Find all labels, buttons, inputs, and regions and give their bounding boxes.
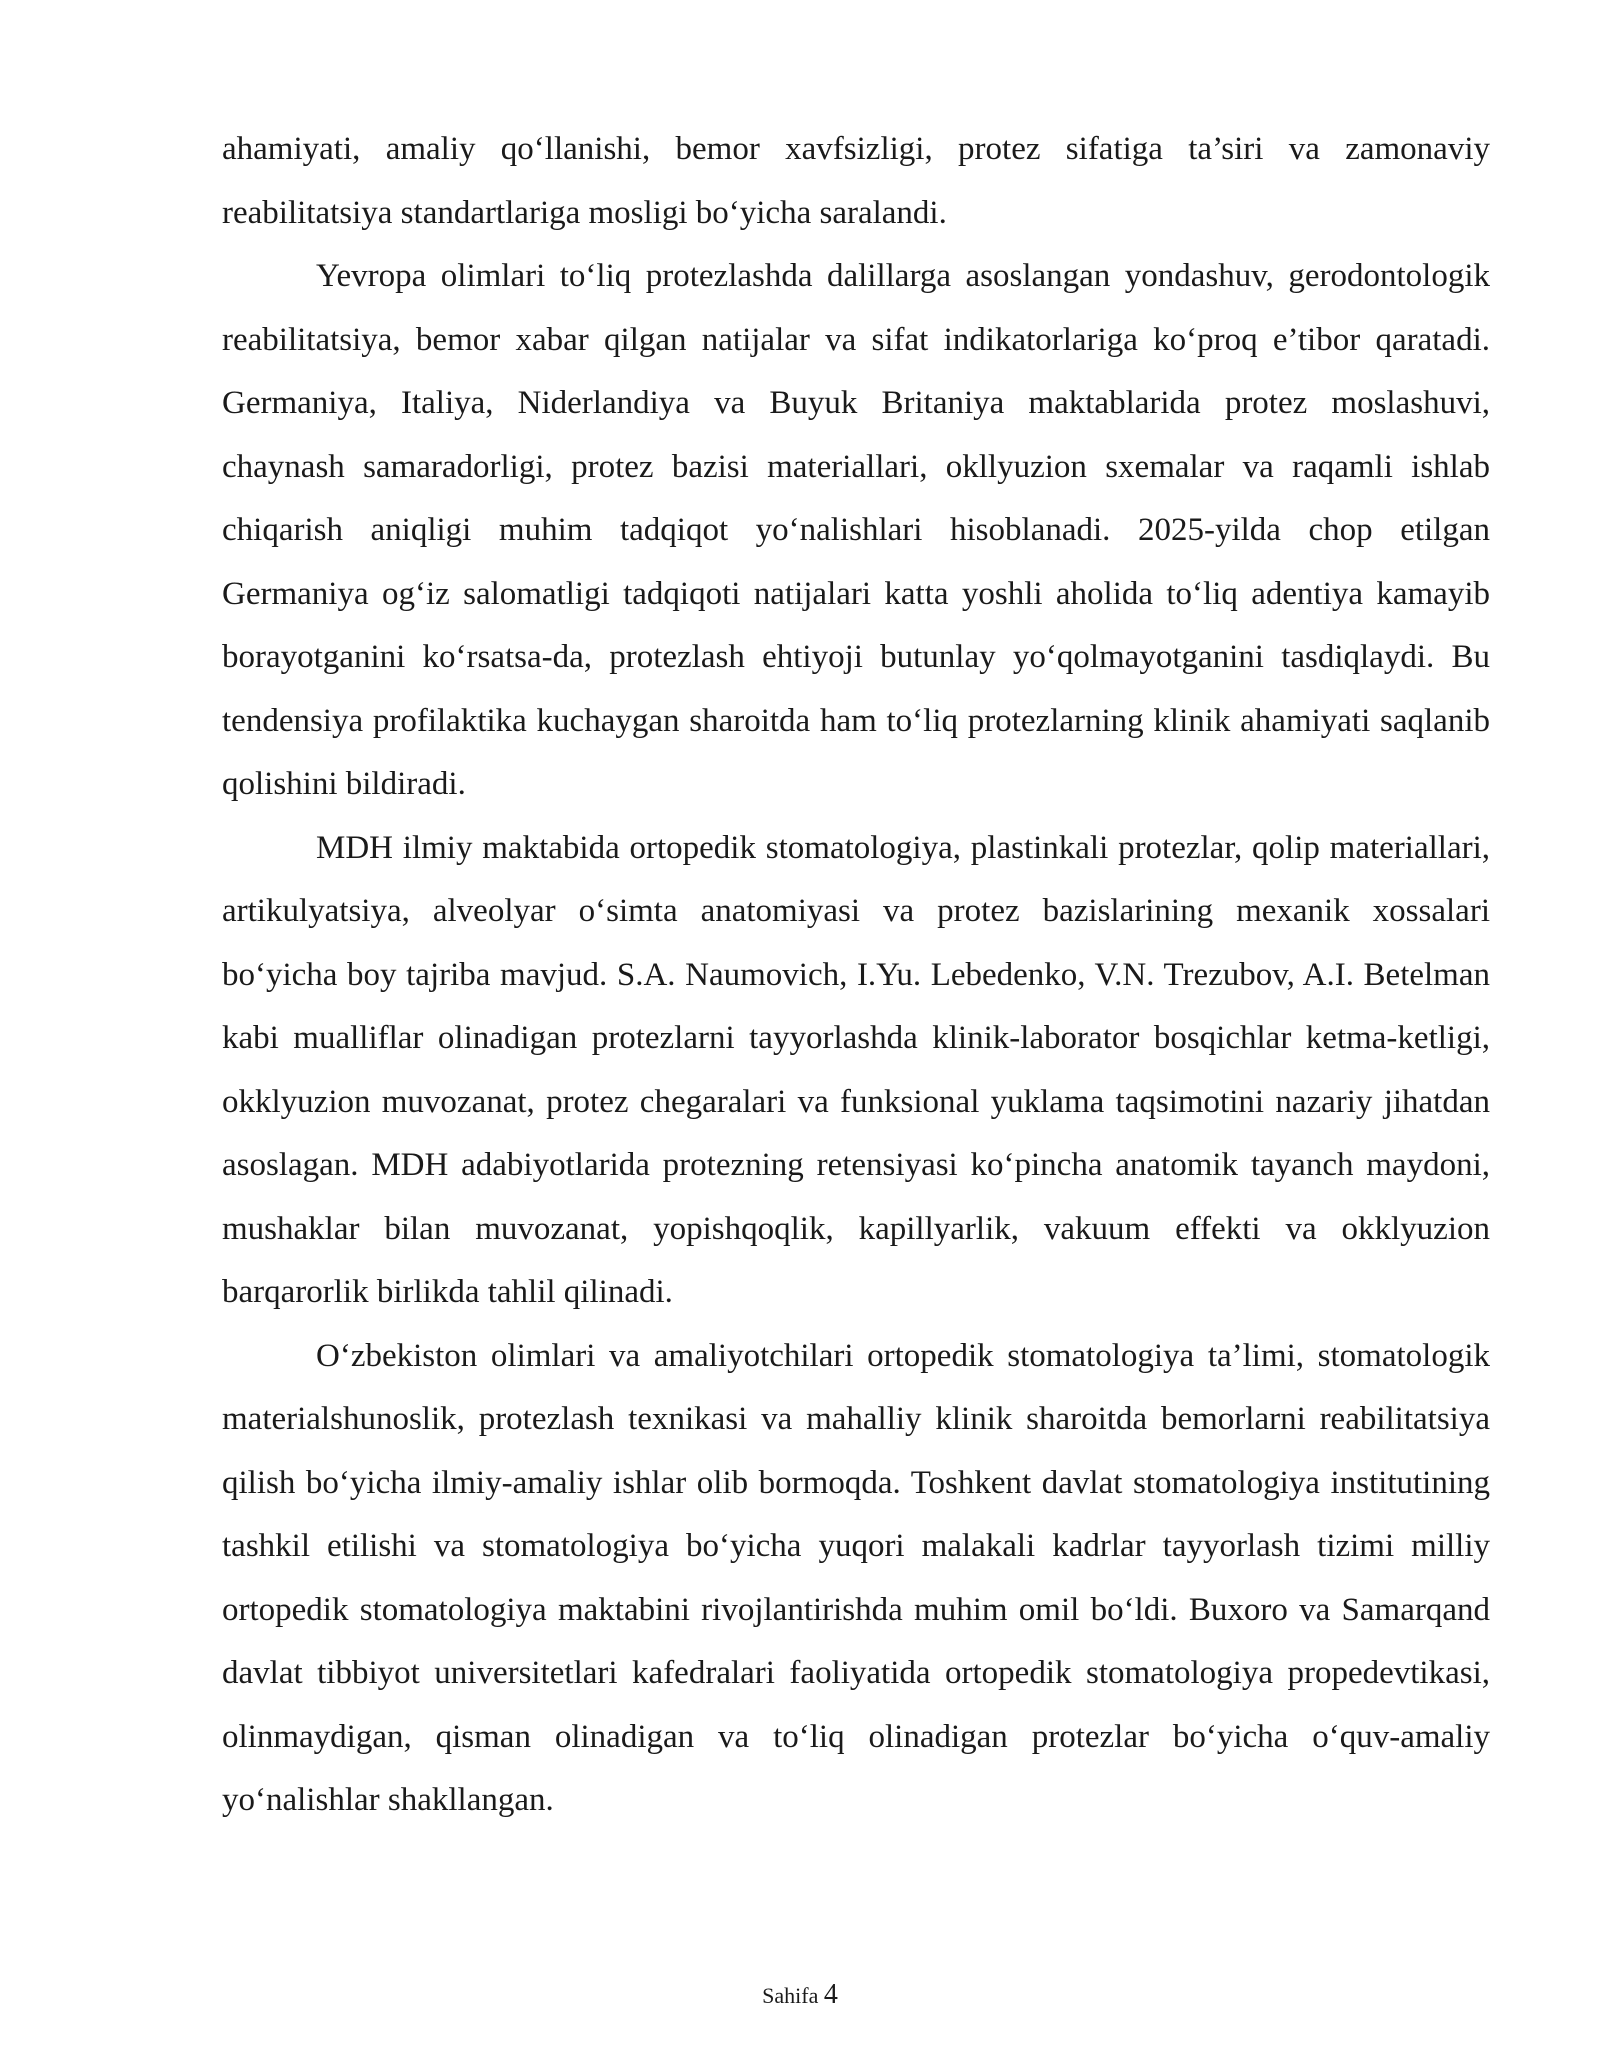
paragraph-continuation: ahamiyati, amaliy qo‘llanishi, bemor xavfsizligi, protez sifatiga ta’siri va zamonaviy reabilitatsiya standartlariga mosligi bo‘yicha saralandi. [222, 131, 1490, 231]
page-number: 4 [823, 1979, 838, 2010]
page-footer [0, 1980, 1600, 2011]
paragraph-european-scholars: Yevropa olimlari to‘liq protezlashda dalillarga asoslangan yondashuv, gerodontologik reabilitatsiya, bemor xabar qilgan natijalar va sifat indikatorlariga ko‘proq e’tibor qaratadi. Germaniya, Italiya, Niderlandiya va Buyuk Britaniya maktablarida protez moslashuvi, chaynash samaradorligi, protez bazisi materiallari, okllyuzion sxemalar va raqamli ishlab chiqarish aniqligi muhim tadqiqot yo‘nalishlari hisoblanadi. 2025-yilda chop etilgan Germaniya og‘iz salomatligi tadqiqoti natijalari katta yoshli aholida to‘liq adentiya kamayib borayotganini ko‘rsatsa-da, protezlash ehtiyoji butunlay yo‘qolmayotganini tasdiqlaydi. Bu tendensiya profilaktika kuchaygan sharoitda ham to‘liq protezlarning klinik ahamiyati saqlanib qolishini bildiradi. [222, 258, 1490, 802]
body-text [222, 118, 1490, 1833]
paragraph-cis-school: MDH ilmiy maktabida ortopedik stomatologiya, plastinkali protezlar, qolip materiallari, artikulyatsiya, alveolyar o‘simta anatomiyasi va protez bazislarining mexanik xossalari bo‘yicha boy tajriba mavjud. S.A. Naumovich, I.Yu. Lebedenko, V.N. Trezubov, A.I. Betelman kabi mualliflar olinadigan protezlarni tayyorlashda klinik-laborator bosqichlar ketma-ketligi, okklyuzion muvozanat, protez chegaralari va funksional yuklama taqsimotini nazariy jihatdan asoslagan. MDH adabiyotlarida protezning retensiyasi ko‘pincha anatomik tayanch maydoni, mushaklar bilan muvozanat, yopishqoqlik, kapillyarlik, vakuum effekti va okklyuzion barqarorlik birlikda tahlil qilinadi. [222, 829, 1490, 1310]
paragraph-uzbekistan-scholars: O‘zbekiston olimlari va amaliyotchilari ortopedik stomatologiya ta’limi, stomatologik materialshunoslik, protezlash texnikasi va mahalliy klinik sharoitda bemorlarni reabilitatsiya qilish bo‘yicha ilmiy-amaliy ishlar olib bormoqda. Toshkent davlat stomatologiya institutining tashkil etilishi va stomatologiya bo‘yicha yuqori malakali kadrlar tayyorlash tizimi milliy ortopedik stomatologiya maktabini rivojlantirishda muhim omil bo‘ldi. Buxoro va Samarqand davlat tibbiyot universitetlari kafedralari faoliyatida ortopedik stomatologiya propedevtikasi, olinmaydigan, qisman olinadigan va to‘liq olinadigan protezlar bo‘yicha o‘quv-amaliy yo‘nalishlar shakllangan. [222, 1337, 1490, 1818]
page-label: Sahifa [762, 1983, 819, 2008]
